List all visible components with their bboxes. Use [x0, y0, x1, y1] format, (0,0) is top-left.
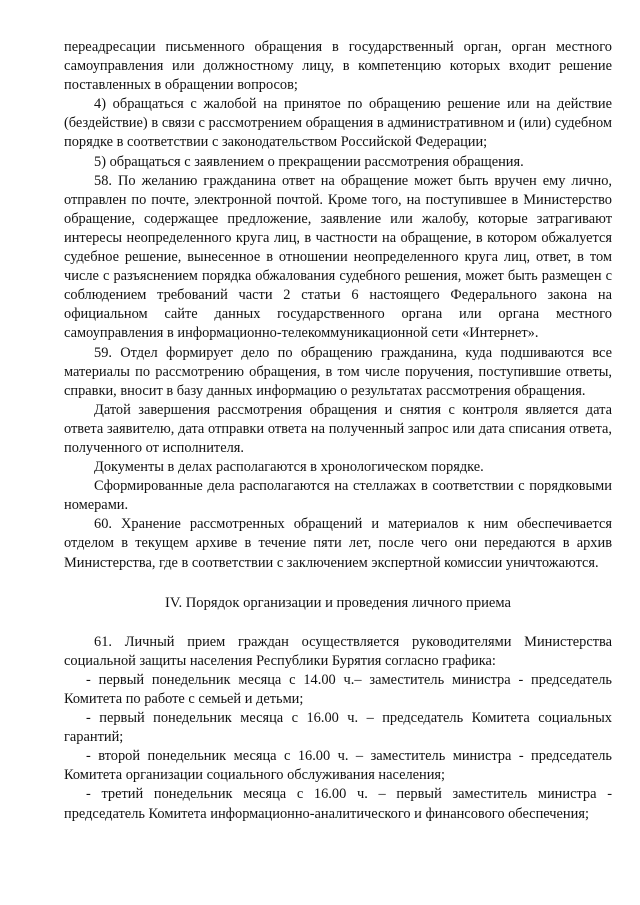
section-heading: IV. Порядок организации и проведения личного приема: [164, 594, 512, 611]
schedule-item-3: - второй понедельник месяца с 16.00 ч. – заместитель министра - председатель Комитета организации социального обслуживания населения;: [64, 748, 612, 784]
document-page: [64, 38, 612, 824]
paragraph-61: 61. Личный прием граждан осуществляется руководителями Министерства социальной защиты населения Республики Бурятия согласно графика:: [64, 633, 612, 669]
paragraph-59: 59. Отдел формирует дело по обращению гражданина, куда подшиваются все материалы по рассмотрению обращения, в том числе поручения, поступившие ответы, справки, вносит в базу данных информацию о результатах рассмотрения обращения.: [64, 344, 612, 399]
paragraph-shelving: Сформированные дела располагаются на стеллажах в соответствии с порядковыми номерами.: [64, 478, 612, 514]
paragraph-58: 58. По желанию гражданина ответ на обращение может быть вручен ему лично, отправлен по почте, электронной почтой. Кроме того, на поступившее в Министерство обращение, содержащее предложение, заявление или жалобу, которые затрагивают интересы неопределенного круга лиц, в частности на обращение, в котором обжалуется судебное решение, вынесенное в отношении неопределенного круга лиц, ответ, в том числе с разъяснением порядка обжалования судебного решения, может быть размещен с соблюдением требований части 2 статьи 6 настоящего Федерального закона на официальном сайте данных государственного органа или органа местного самоуправления в информационно-телекоммуникационной сети «Интернет».: [64, 172, 612, 342]
schedule-item-1: - первый понедельник месяца с 14.00 ч.– заместитель министра - председатель Комитета по работе с семьей и детьми;: [64, 671, 612, 707]
paragraph-item-4: 4) обращаться с жалобой на принятое по обращению решение или на действие (бездействие) в связи с рассмотрением обращения в административном и (или) судебном порядке в соответствии с законодательством Российской Федерации;: [64, 96, 612, 151]
paragraph-completion-date: Датой завершения рассмотрения обращения и снятия с контроля является дата ответа заявителю, дата отправки ответа на полученный запрос или дата списания ответа, полученного от исполнителя.: [64, 401, 612, 456]
paragraph-60: 60. Хранение рассмотренных обращений и материалов к ним обеспечивается отделом в текущем архиве в течение пяти лет, после чего они передаются в архив Министерства, где в соответствии с заключением экспертной комиссии уничтожаются.: [64, 516, 612, 571]
schedule-item-2: - первый понедельник месяца с 16.00 ч. – председатель Комитета социальных гарантий;: [64, 710, 612, 746]
paragraph-chronological-order: Документы в делах располагаются в хронологическом порядке.: [94, 459, 484, 476]
paragraph-continuation: переадресации письменного обращения в государственный орган, орган местного самоуправления или должностному лицу, в компетенцию которых входит решение поставленных в обращении вопросов;: [64, 39, 612, 94]
paragraph-item-5: 5) обращаться с заявлением о прекращении рассмотрения обращения.: [94, 153, 524, 170]
schedule-item-4: - третий понедельник месяца с 16.00 ч. – первый заместитель министра - председатель Комитета информационно-аналитического и финансового обеспечения;: [64, 786, 612, 822]
